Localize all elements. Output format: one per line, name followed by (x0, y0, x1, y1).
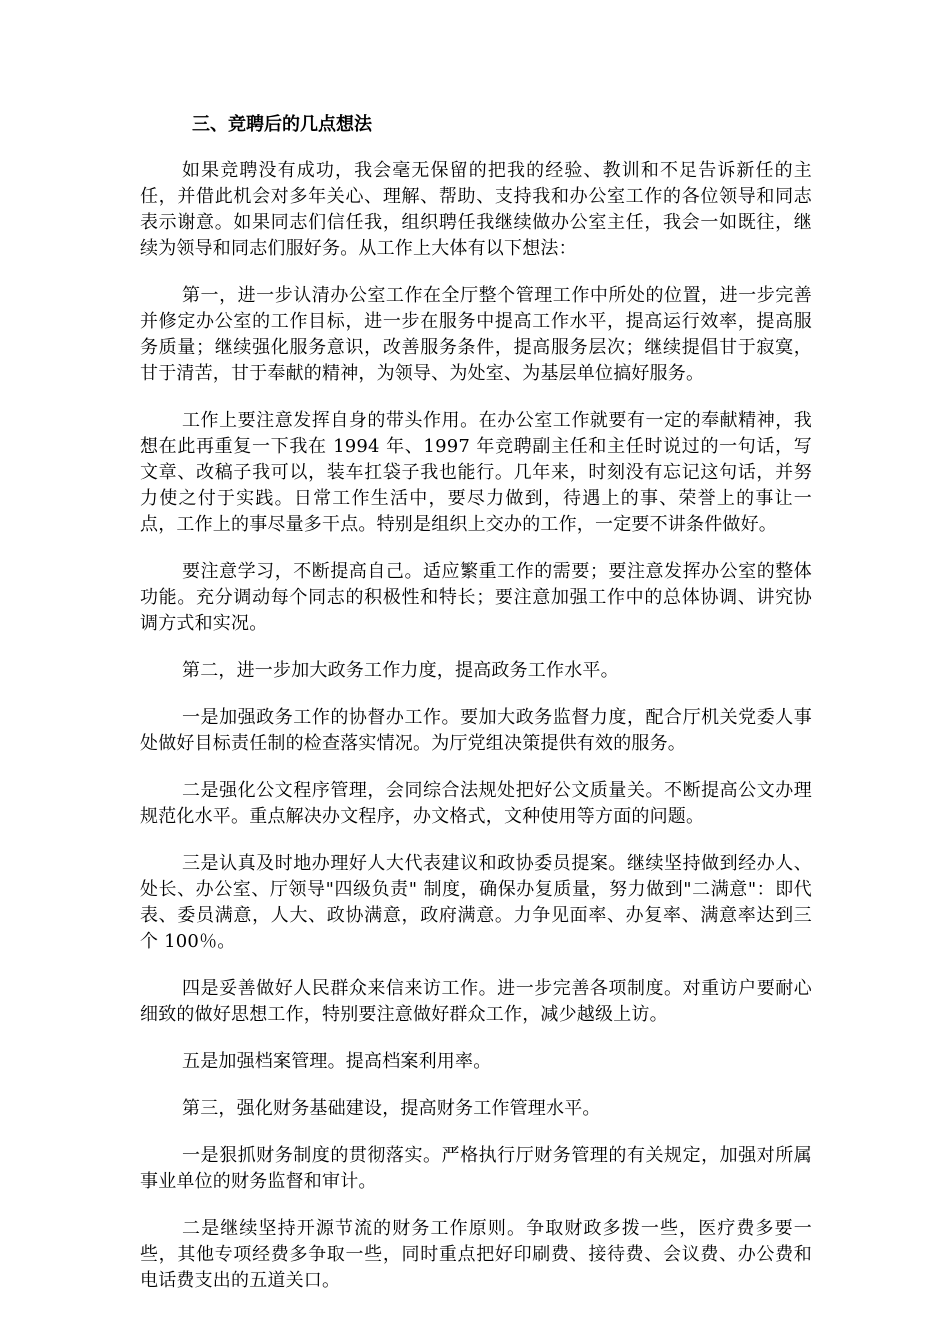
paragraph-document-management: 二是强化公文程序管理，会同综合法规处把好公文质量关。不断提高公文办理规范化水平。重点解决办文程序，办文格式，文种使用等方面的问题。 (140, 780, 812, 827)
section-heading: 三、竞聘后的几点想法 (192, 114, 372, 135)
document-page (140, 112, 812, 1315)
paragraph-third-point: 第三，强化财务基础建设，提高财务工作管理水平。 (182, 1098, 601, 1119)
paragraph-intro: 如果竞聘没有成功，我会毫无保留的把我的经验、教训和不足告诉新任的主任，并借此机会对多年关心、理解、帮助、支持我和办公室工作的各位领导和同志表示谢意。如果同志们信任我，组织聘任我继续做办公室主任，我会一如既往，继续为领导和同志们服好务。从工作上大体有以下想法： (140, 160, 812, 259)
paragraph-first-point: 第一，进一步认清办公室工作在全厅整个管理工作中所处的位置，进一步完善并修定办公室的工作目标，进一步在服务中提高工作水平，提高运行效率，提高服务质量；继续强化服务意识，改善服务条件，提高服务层次；继续提倡甘于寂寞，甘于清苦，甘于奉献的精神，为领导、为处室、为基层单位搞好服务。 (140, 285, 812, 384)
paragraph-finance-rules: 一是狠抓财务制度的贯彻落实。严格执行厅财务管理的有关规定，加强对所属事业单位的财务监督和审计。 (140, 1145, 812, 1192)
paragraph-supervision: 一是加强政务工作的协督办工作。要加大政务监督力度，配合厅机关党委人事处做好目标责任制的检查落实情况。为厅党组决策提供有效的服务。 (140, 707, 812, 754)
paragraph-archives: 五是加强档案管理。提高档案利用率。 (182, 1051, 492, 1072)
paragraph-second-point: 第二，进一步加大政务工作力度，提高政务工作水平。 (182, 660, 619, 681)
paragraph-leading-role: 工作上要注意发挥自身的带头作用。在办公室工作就要有一定的奉献精神，我想在此再重复一下我在 1994 年、1997 年竞聘副主任和主任时说过的一句话，写文章、改稿子我可以，装车扛袋子我也能行。几年来，时刻没有忘记这句话，并努力使之付于实践。日常工作生活中，要尽力做到，待遇上的事、荣誉上的事让一点，工作上的事尽量多干点。特别是组织上交办的工作，一定要不讲条件做好。 (140, 410, 812, 535)
paragraph-finance-principles: 二是继续坚持开源节流的财务工作原则。争取财政多拨一些，医疗费多要一些，其他专项经费多争取一些，同时重点把好印刷费、接待费、会议费、办公费和电话费支出的五道关口。 (140, 1218, 812, 1291)
paragraph-proposals: 三是认真及时地办理好人大代表建议和政协委员提案。继续坚持做到经办人、处长、办公室、厅领导"四级负责" 制度，确保办复质量，努力做到"二满意"：即代表、委员满意，人大、政协满意，政府满意。力争见面率、办复率、满意率达到三个 100％。 (140, 853, 812, 952)
paragraph-petitions: 四是妥善做好人民群众来信来访工作。进一步完善各项制度。对重访户要耐心细致的做好思想工作，特别要注意做好群众工作，减少越级上访。 (140, 978, 812, 1025)
paragraph-study: 要注意学习，不断提高自己。适应繁重工作的需要；要注意发挥办公室的整体功能。充分调动每个同志的积极性和特长；要注意加强工作中的总体协调、讲究协调方式和实况。 (140, 561, 812, 634)
